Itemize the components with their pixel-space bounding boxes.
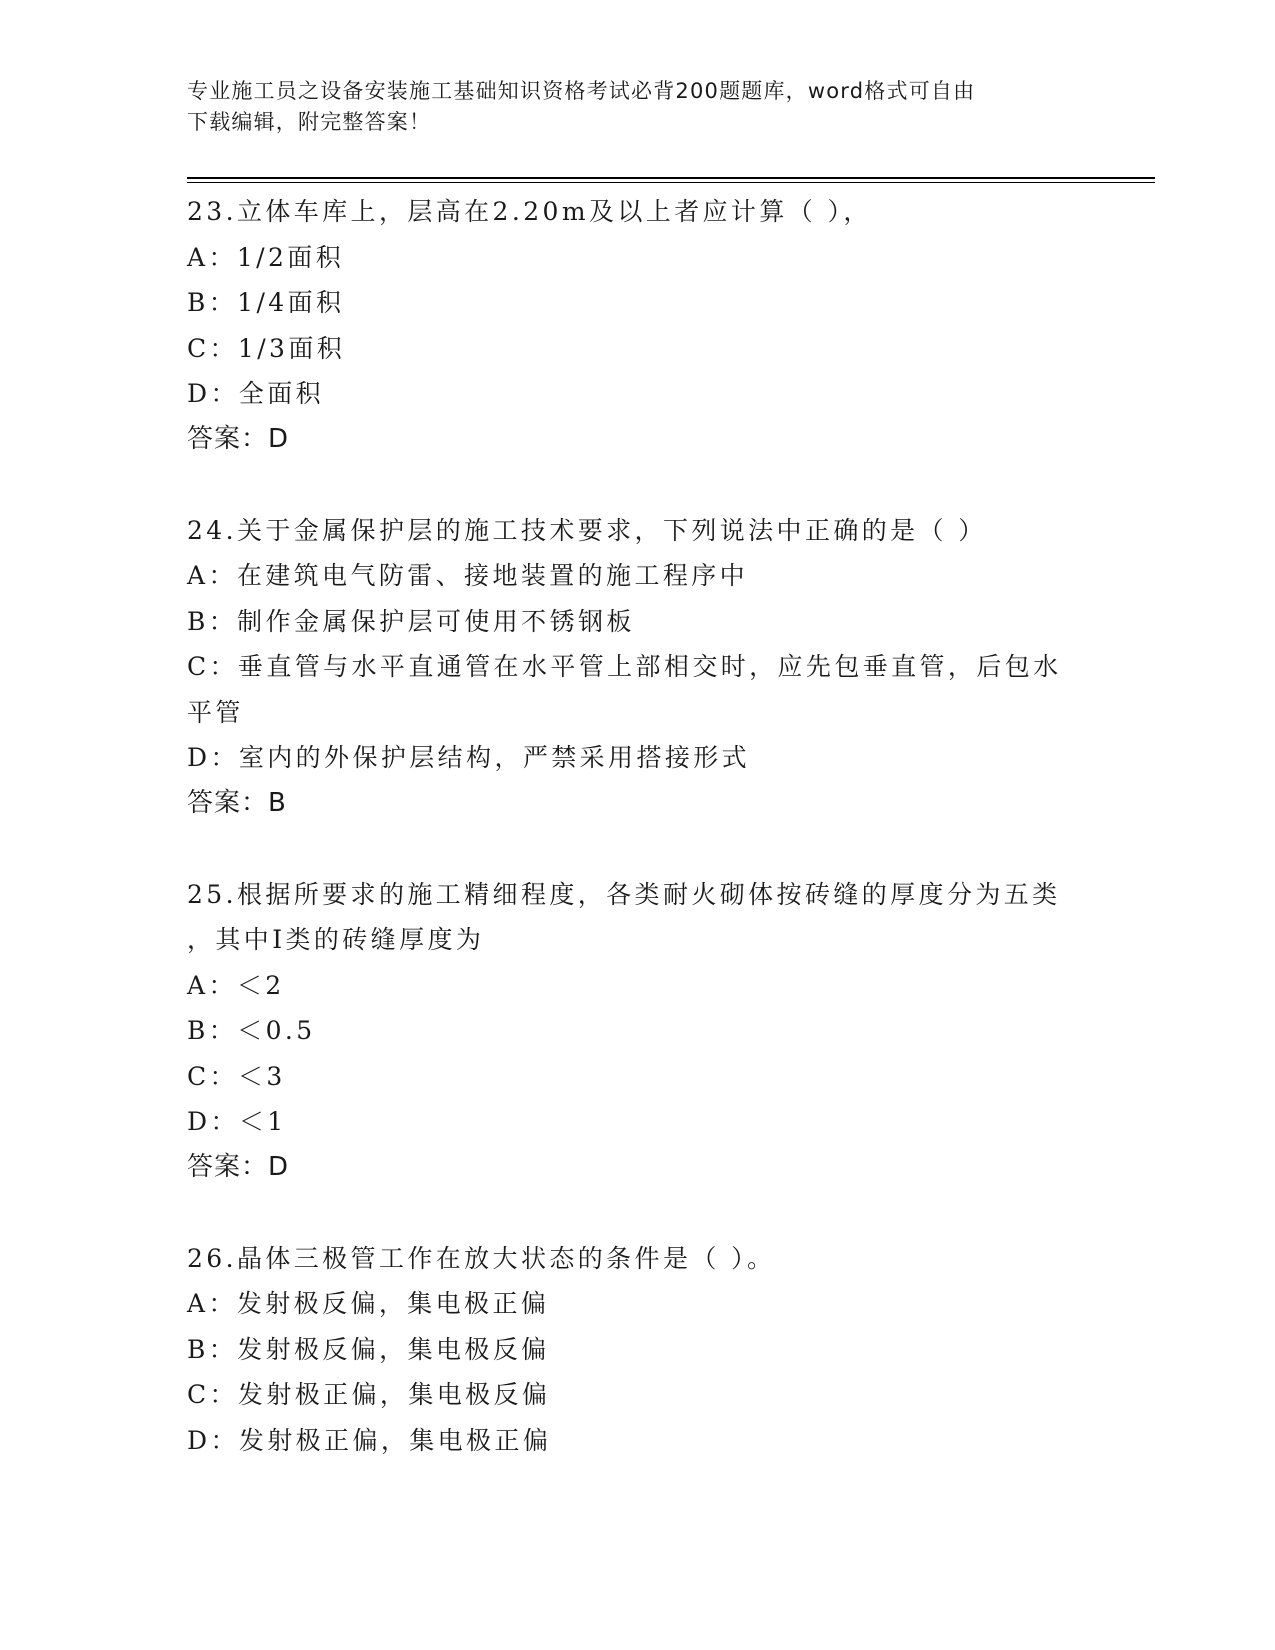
question-spacer xyxy=(187,1190,1087,1236)
header-divider-thick xyxy=(187,177,1155,179)
option-b: B：1/4面积 xyxy=(187,288,345,317)
option-d: D：发射极正偏，集电极正偏 xyxy=(187,1425,552,1455)
option-a: A：1/2面积 xyxy=(187,242,345,272)
question-text: 25.根据所要求的施工精细程度，各类耐火砌体按砖缝的厚度分为五类 xyxy=(187,879,1061,909)
document-header xyxy=(187,76,1067,138)
answer-line: 答案：D xyxy=(187,423,290,454)
question-text: 26.晶体三极管工作在放大状态的条件是（ ）。 xyxy=(187,1243,776,1273)
option-d: D：＜1 xyxy=(187,1107,287,1136)
question-spacer xyxy=(187,826,1087,872)
question-block-24 xyxy=(187,508,1087,827)
question-text: 23.立体车库上，层高在2.20m及以上者应计算（ ）， xyxy=(187,197,872,226)
option-c-continued: 平管 xyxy=(187,697,244,727)
header-divider-thin xyxy=(187,182,1155,183)
option-c: C：＜3 xyxy=(187,1061,286,1091)
option-d: D：室内的外保护层结构，严禁采用搭接形式 xyxy=(187,743,751,772)
option-c: C：发射极正偏，集电极反偏 xyxy=(187,1380,551,1409)
option-b: B：制作金属保护层可使用不锈钢板 xyxy=(187,606,635,636)
option-c: C：垂直管与水平直通管在水平管上部相交时，应先包垂直管，后包水 xyxy=(187,652,1062,681)
question-block-26 xyxy=(187,1236,1087,1464)
answer-line: 答案：D xyxy=(187,1151,290,1182)
question-block-23 xyxy=(187,189,1087,462)
option-b: B：发射极反偏，集电极反偏 xyxy=(187,1334,550,1364)
option-a: A：＜2 xyxy=(187,970,285,1000)
option-d: D：全面积 xyxy=(187,379,325,408)
question-list xyxy=(187,189,1087,1463)
option-b: B：＜0.5 xyxy=(187,1016,316,1045)
header-line-2: 下载编辑，附完整答案！ xyxy=(187,110,432,134)
option-a: A：发射极反偏，集电极正偏 xyxy=(187,1289,550,1318)
option-c: C：1/3面积 xyxy=(187,333,346,363)
header-line-1: 专业施工员之设备安装施工基础知识资格考试必背200题题库，word格式可自由 xyxy=(187,79,976,103)
answer-line: 答案：B xyxy=(187,787,287,818)
question-block-25 xyxy=(187,872,1087,1191)
question-text: 24.关于金属保护层的施工技术要求，下列说法中正确的是（ ） xyxy=(187,515,987,545)
option-a: A：在建筑电气防雷、接地装置的施工程序中 xyxy=(187,561,749,590)
question-spacer xyxy=(187,462,1087,508)
question-text-continued: ，其中I类的砖缝厚度为 xyxy=(187,925,485,954)
